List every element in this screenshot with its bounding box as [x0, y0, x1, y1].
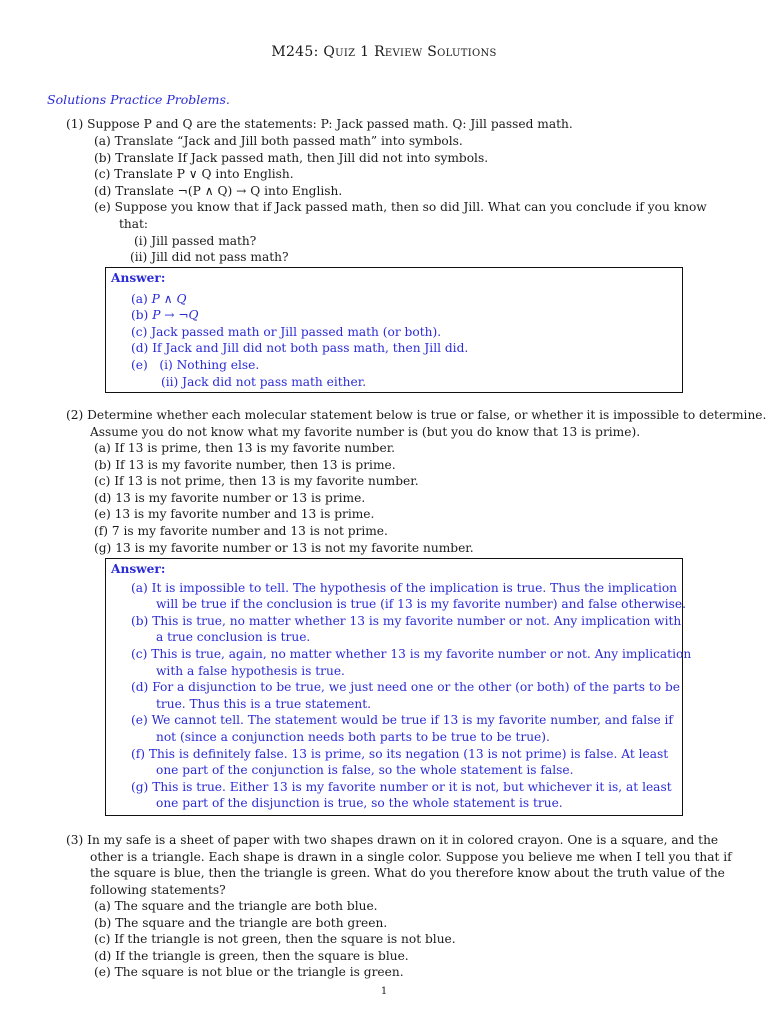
list-item: (b) The square and the triangle are both green. — [94, 915, 388, 930]
question-stem-continued: Assume you do not know what my favorite number is (but you do know that 13 is prime). — [90, 424, 641, 439]
page-title: M245: Quiz 1 Review Solutions — [271, 44, 497, 60]
answer-label: Answer: — [111, 271, 166, 285]
question-stem: Determine whether each molecular statement below is true or false, or whether it is impossible to determine. — [87, 408, 767, 422]
sub-item: (i) Jill passed math? — [134, 233, 257, 248]
answer-item: (b) This is true, no matter whether 13 is my favorite number or not. Any implication with a true conclusion is true. — [131, 613, 682, 645]
list-item: (d) Translate ¬(P ∧ Q) → Q into English. — [94, 183, 343, 198]
question-2-items — [94, 440, 474, 556]
list-item: (c) Translate P ∨ Q into English. — [94, 167, 294, 182]
section-heading: Solutions Practice Problems. — [47, 92, 230, 107]
question-number: (2) — [66, 408, 84, 422]
question-number: (3) — [66, 833, 84, 847]
answer-item: (g) This is true. Either 13 is my favorite number or it is not, but whichever it is, at least one part of the disjunction is true, so the whole statement is true. — [131, 779, 672, 811]
list-item: (a) If 13 is prime, then 13 is my favorite number. — [94, 441, 396, 455]
answer-item: (f) This is definitely false. 13 is prime, so its negation (13 is not prime) is false. At least one part of the conjunction is false, so the whole statement is false. — [131, 746, 669, 778]
answer-box-2 — [105, 558, 692, 816]
answer-item: (c) This is true, again, no matter whether 13 is my favorite number or not. Any implication with a false hypothesis is true. — [131, 646, 692, 678]
list-item: (d) 13 is my favorite number or 13 is prime. — [94, 490, 366, 505]
answer-item: (b) P → ¬Q — [131, 308, 199, 323]
question-1-items — [94, 133, 707, 266]
answer-item: (d) If Jack and Jill did not both pass math, then Jill did. — [131, 341, 469, 356]
answer-box-1 — [105, 267, 683, 393]
sub-item: (ii) Jill did not pass math? — [130, 250, 289, 265]
question-3-items — [94, 898, 456, 981]
list-item: (d) If the triangle is green, then the square is blue. — [94, 948, 409, 963]
answer-item: (e) We cannot tell. The statement would be true if 13 is my favorite number, and false if not (since a conjunction needs both parts to be true to be true). — [131, 713, 673, 744]
question-stem: Suppose P and Q are the statements: P: Jack passed math. Q: Jill passed math. — [87, 117, 573, 131]
question-number: (1) — [66, 117, 84, 131]
list-item: (b) Translate If Jack passed math, then Jill did not into symbols. — [94, 150, 489, 165]
list-item: (a) The square and the triangle are both blue. — [94, 899, 378, 913]
list-item: (g) 13 is my favorite number or 13 is not my favorite number. — [94, 540, 474, 555]
list-item: (e) 13 is my favorite number and 13 is prime. — [94, 507, 375, 522]
answer-item: (ii) Jack did not pass math either. — [161, 374, 367, 389]
answer-item: (e) (i) Nothing else. — [131, 357, 260, 372]
list-item: (a) Translate “Jack and Jill both passed math” into symbols. — [94, 134, 463, 148]
answer-item: (a) It is impossible to tell. The hypothesis of the implication is true. Thus the implication will be true if the conclusion is true (if 13 is my favorite number) and false otherwise. — [131, 580, 686, 612]
question-stem: In my safe is a sheet of paper with two shapes drawn on it in colored crayon. One is a square, and the — [87, 833, 719, 847]
answer-item: (a) P ∧ Q — [131, 291, 187, 306]
question-2 — [66, 407, 766, 440]
list-item: (f) 7 is my favorite number and 13 is not prime. — [94, 523, 388, 538]
answer-label: Answer: — [111, 562, 166, 576]
list-item: (c) If 13 is not prime, then 13 is my favorite number. — [94, 474, 419, 489]
page-number: 1 — [380, 986, 388, 997]
list-item: (e) The square is not blue or the triangle is green. — [94, 965, 404, 980]
answer-item: (c) Jack passed math or Jill passed math (or both). — [131, 324, 442, 339]
answer-item: (d) For a disjunction to be true, we just need one or the other (or both) of the parts to be true. Thus this is a true statement. — [131, 680, 680, 711]
list-item: (c) If the triangle is not green, then the square is not blue. — [94, 932, 456, 947]
question-1 — [66, 116, 573, 133]
list-item-continuation: that: — [119, 216, 149, 231]
list-item: (b) If 13 is my favorite number, then 13 is prime. — [94, 457, 396, 472]
list-item: (e) Suppose you know that if Jack passed math, then so did Jill. What can you conclude if you know — [94, 200, 707, 215]
question-3: (3) In my safe is a sheet of paper with two shapes drawn on it in colored crayon. One is a square, and the other is a triangle. Each shape is drawn in a single color. Suppose you believe me when I tell you that if the square is blue, then the triangle is green. What do you therefore know about the truth value of the following statements? — [66, 833, 732, 897]
